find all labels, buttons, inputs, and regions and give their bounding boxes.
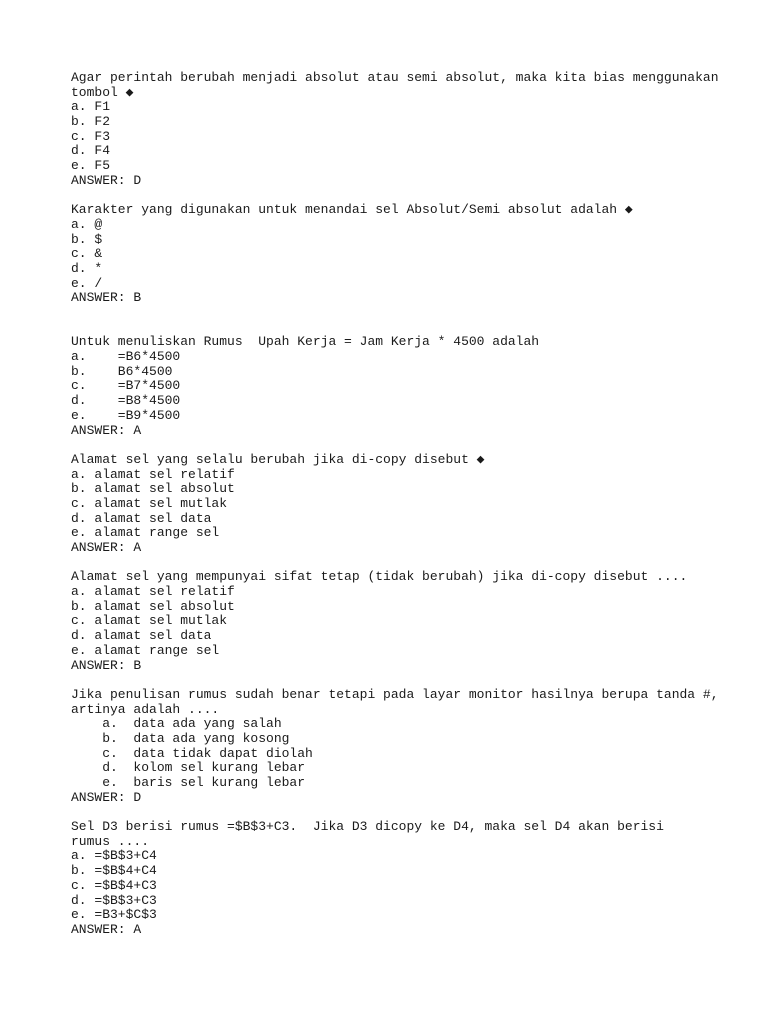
document-page bbox=[71, 71, 731, 938]
option-c: c. alamat sel mutlak bbox=[71, 495, 228, 511]
option-b: b. alamat sel absolut bbox=[71, 598, 235, 614]
option-d: d. kolom sel kurang lebar bbox=[71, 760, 306, 776]
option-d: d. =B8*4500 bbox=[71, 393, 181, 409]
option-e: e. F5 bbox=[71, 158, 111, 174]
spacer bbox=[71, 556, 731, 571]
option-a: a. alamat sel relatif bbox=[71, 584, 235, 600]
answer-line: ANSWER: A bbox=[71, 540, 142, 555]
option-d: d. =$B$3+C3 bbox=[71, 892, 157, 908]
option-b: b. data ada yang kosong bbox=[71, 730, 290, 746]
option-c: c. alamat sel mutlak bbox=[71, 613, 228, 629]
question-block bbox=[71, 820, 731, 938]
answer-line: ANSWER: B bbox=[71, 657, 142, 673]
question-text: Sel D3 berisi rumus =$B$3+C3. Jika D3 dicopy ke D4, maka sel D4 akan berisi bbox=[71, 819, 664, 835]
spacer bbox=[71, 321, 731, 336]
option-c: c. F3 bbox=[71, 128, 111, 144]
answer-line: ANSWER: D bbox=[71, 789, 142, 805]
question-text: Alamat sel yang selalu berubah jika di-copy disebut ◆ bbox=[71, 451, 485, 467]
option-d: d. * bbox=[71, 260, 103, 276]
spacer bbox=[71, 673, 731, 688]
option-e: e. alamat range sel bbox=[71, 525, 220, 541]
option-a: a. @ bbox=[71, 216, 103, 232]
option-c: c. =B7*4500 bbox=[71, 378, 181, 394]
spacer bbox=[71, 306, 731, 321]
option-a: a. data ada yang salah bbox=[71, 716, 282, 732]
answer-line: ANSWER: D bbox=[71, 172, 142, 188]
question-block bbox=[71, 203, 731, 306]
option-d: d. alamat sel data bbox=[71, 628, 212, 644]
option-d: d. alamat sel data bbox=[71, 510, 212, 526]
question-block bbox=[71, 688, 731, 806]
spacer bbox=[71, 438, 731, 453]
option-a: a. alamat sel relatif bbox=[71, 466, 235, 482]
option-e: e. =B9*4500 bbox=[71, 407, 181, 423]
answer-line: ANSWER: A bbox=[71, 422, 142, 438]
option-e: e. =B3+$C$3 bbox=[71, 907, 157, 923]
option-d: d. F4 bbox=[71, 143, 111, 159]
option-e: e. alamat range sel bbox=[71, 642, 220, 658]
question-text: tombol ◆ bbox=[71, 84, 134, 100]
question-text: artinya adalah .... bbox=[71, 701, 220, 717]
option-a: a. =$B$3+C4 bbox=[71, 848, 157, 864]
question-text: Alamat sel yang mempunyai sifat tetap (tidak berubah) jika di-copy disebut .... bbox=[71, 569, 688, 585]
answer-line: ANSWER: A bbox=[71, 921, 142, 937]
option-e: e. / bbox=[71, 275, 103, 291]
question-text: Untuk menuliskan Rumus Upah Kerja = Jam Kerja * 4500 adalah bbox=[71, 334, 540, 350]
option-b: b. $ bbox=[71, 231, 103, 247]
question-block bbox=[71, 570, 731, 673]
spacer bbox=[71, 189, 731, 204]
option-b: b. F2 bbox=[71, 114, 111, 130]
option-c: c. & bbox=[71, 246, 103, 262]
option-b: b. alamat sel absolut bbox=[71, 481, 235, 497]
option-c: c. data tidak dapat diolah bbox=[71, 745, 313, 761]
option-b: b. B6*4500 bbox=[71, 363, 173, 379]
option-a: a. =B6*4500 bbox=[71, 349, 181, 365]
option-a: a. F1 bbox=[71, 99, 111, 115]
question-text: rumus .... bbox=[71, 833, 150, 849]
question-block bbox=[71, 71, 731, 189]
question-text: Agar perintah berubah menjadi absolut atau semi absolut, maka kita bias menggunakan bbox=[71, 70, 719, 85]
option-e: e. baris sel kurang lebar bbox=[71, 775, 306, 790]
question-block bbox=[71, 453, 731, 556]
question-text: Jika penulisan rumus sudah benar tetapi pada layar monitor hasilnya berupa tanda #, bbox=[71, 686, 719, 702]
spacer bbox=[71, 805, 731, 820]
question-text: Karakter yang digunakan untuk menandai sel Absolut/Semi absolut adalah ◆ bbox=[71, 202, 633, 218]
option-b: b. =$B$4+C4 bbox=[71, 863, 157, 879]
option-c: c. =$B$4+C3 bbox=[71, 877, 157, 893]
question-block bbox=[71, 335, 731, 438]
answer-line: ANSWER: B bbox=[71, 290, 142, 306]
